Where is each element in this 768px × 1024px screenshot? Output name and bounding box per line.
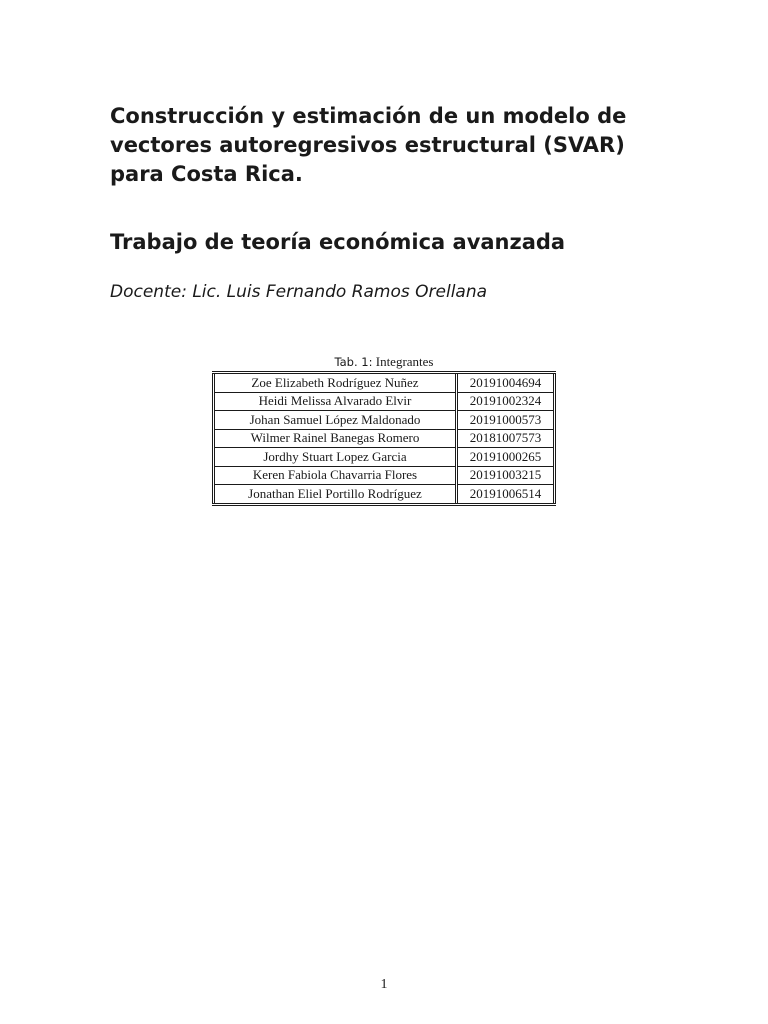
- table-caption-label: Tab. 1:: [334, 355, 373, 369]
- member-name: Heidi Melissa Alvarado Elvir: [214, 392, 457, 411]
- document-title: Construcción y estimación de un modelo de vectores autoregresivos estructural (SVAR) para Costa Rica.: [110, 104, 627, 186]
- table-row: [214, 411, 555, 430]
- member-name: Wilmer Rainel Banegas Romero: [214, 429, 457, 448]
- member-name: Johan Samuel López Maldonado: [214, 411, 457, 430]
- member-id: 20191002324: [457, 392, 555, 411]
- member-id: 20191006514: [457, 485, 555, 503]
- table-row: [214, 466, 555, 485]
- member-name: Jordhy Stuart Lopez Garcia: [214, 448, 457, 467]
- table-row: [214, 429, 555, 448]
- member-id: 20181007573: [457, 429, 555, 448]
- member-id: 20191000573: [457, 411, 555, 430]
- member-name: Keren Fabiola Chavarria Flores: [214, 466, 457, 485]
- docente-line: Docente: Lic. Luis Fernando Ramos Orellana: [110, 282, 488, 302]
- member-id: 20191003215: [457, 466, 555, 485]
- member-name: Zoe Elizabeth Rodríguez Nuñez: [214, 374, 457, 392]
- member-id: 20191000265: [457, 448, 555, 467]
- table-caption: [212, 354, 556, 370]
- table-row: [214, 448, 555, 467]
- table-row: [214, 485, 555, 503]
- table-row: [214, 392, 555, 411]
- table-caption-text: Integrantes: [375, 354, 434, 369]
- member-id: 20191004694: [457, 374, 555, 392]
- page-number: 1: [380, 977, 388, 992]
- member-name: Jonathan Eliel Portillo Rodríguez: [214, 485, 457, 503]
- members-table-frame: [212, 371, 556, 506]
- members-table: [212, 374, 556, 503]
- document-subtitle: Trabajo de teoría económica avanzada: [110, 230, 566, 254]
- table-row: [214, 374, 555, 392]
